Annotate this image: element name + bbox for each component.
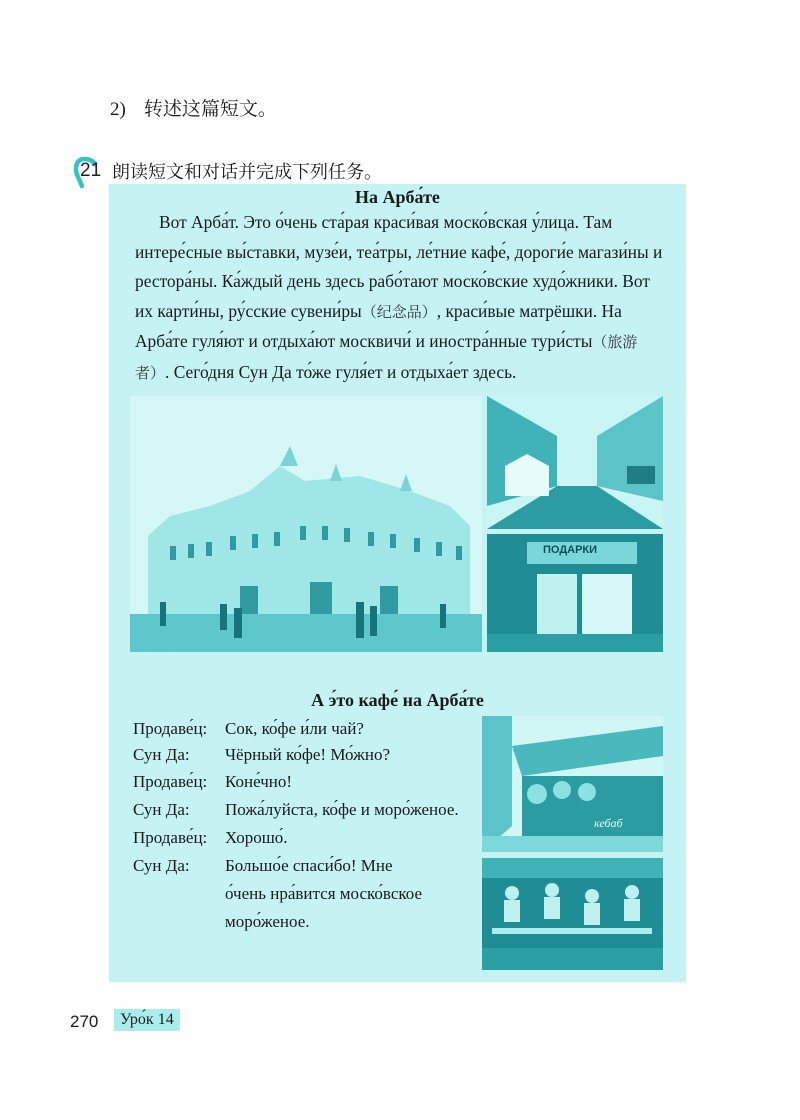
dialog-speaker: Продаве́ц: [133,772,208,791]
shop-sign: ПОДАРКИ [543,544,598,556]
cafe-sign: кебаб [594,816,623,830]
photo-cafe-visitors [482,858,663,970]
dialog-line: о́чень нра́вится моско́вское [225,884,423,903]
dialog-speaker: Сун Да: [133,856,190,875]
dialog-title: А э́то кафе́ на Арба́те [311,690,484,710]
photo-cafe-exterior [482,716,663,852]
photo-arbat-street [487,396,663,529]
dialog-speaker: Сун Да: [133,745,190,764]
dialog-line: Большо́е спаси́бо! Мне [225,856,393,875]
dialog-line: Сок, ко́фе и́ли чай? [225,719,364,738]
photo-arbat-building [130,396,482,652]
task-2 [110,94,277,121]
text-title: На Арба́те [355,187,440,207]
dialog-speaker: Продаве́ц: [133,828,208,847]
task-2-text: 转述这篇短文。 [143,98,277,120]
dialog-line: Пожа́луйста, ко́фе и моро́женое. [225,800,459,819]
exercise-panel [109,184,686,982]
dialog-speaker: Сун Да: [133,800,190,819]
gloss-tourists: （旅游者） [135,333,638,382]
lesson-label: Уро́к 14 [114,1009,180,1031]
task-2-number: 2) [110,99,126,120]
gloss-souvenirs: （纪念品） [361,302,437,321]
paragraph-part-1: Вот Арба́т. Это о́чень ста́рая краси́вая моско́вская у́лица. Там интере́сные вы́ставки, музе́и, теа́тры, ле́тние кафе́, дороги́е магази́ны и рестора́ны. Ка́ждый день здесь рабо́тают моско́вские худо́жники. Вот их карти́ны, ру́сские сувени́ры [135,212,663,321]
dialog-line: моро́женое. [225,912,310,931]
dialog-speaker: Продаве́ц: [133,719,208,738]
page-number: 270 [70,1012,99,1031]
paragraph-part-2: , краси́вые матрёшки. На Арба́те гуля́ют и отдыха́ют москвичи́ и иностра́нные тури́сты [135,300,622,351]
dialog-line: Коне́чно! [225,772,293,791]
text-paragraph [135,208,667,388]
exercise-instruction: 朗读短文和对话并完成下列任务。 [112,162,382,183]
dialog-line: Хорошо́. [225,828,288,847]
photo-souvenir-shop [487,534,663,652]
exercise-number: 21 [80,160,102,181]
paragraph-part-3: . Сего́дня Сун Да то́же гуля́ет и отдыха́ет здесь. [165,361,517,382]
dialog-line: Чёрный ко́фе! Мо́жно? [225,745,390,764]
